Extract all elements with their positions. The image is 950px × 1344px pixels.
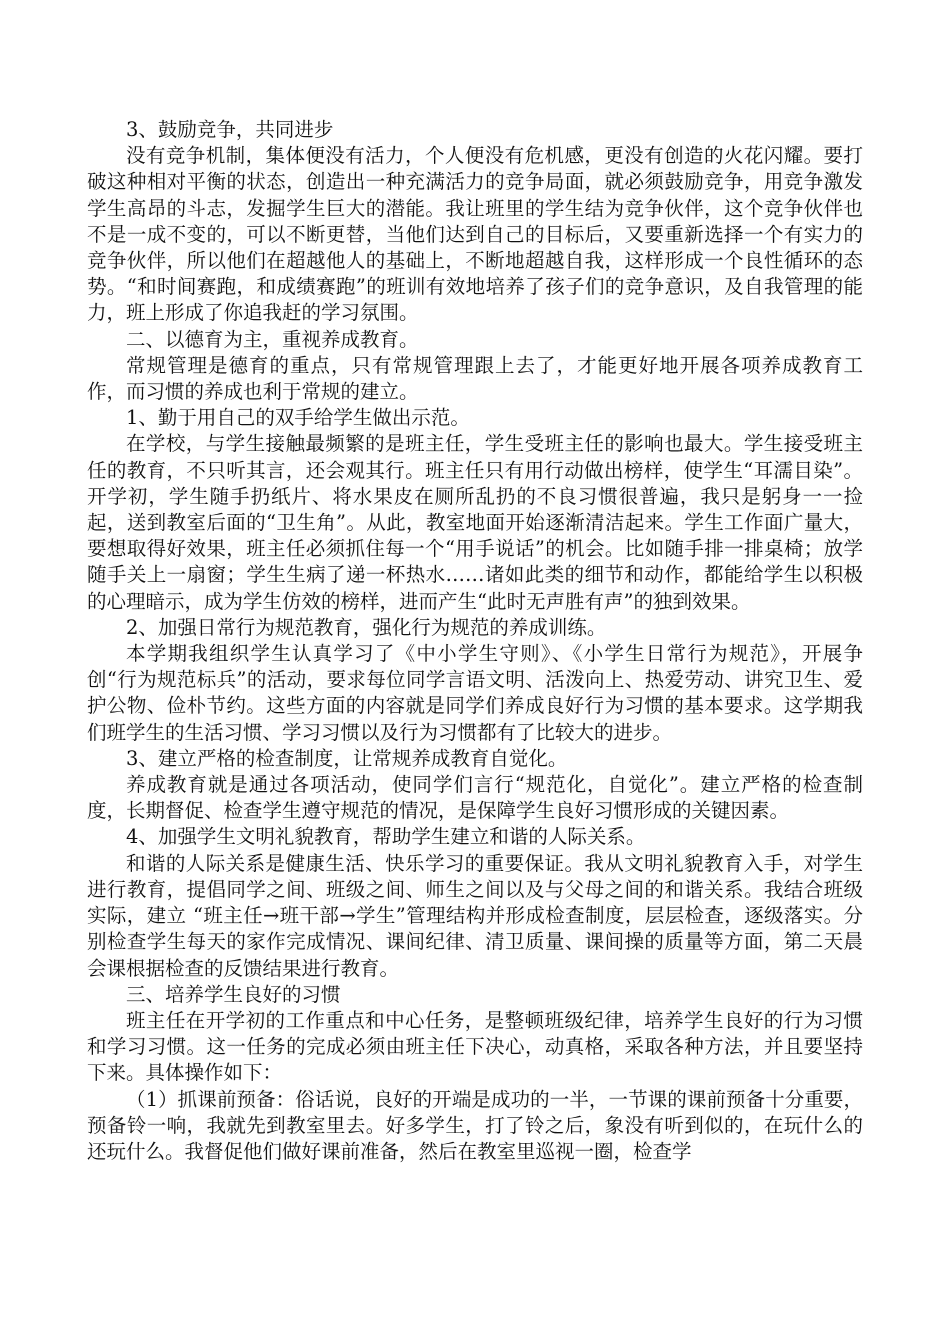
heading-behavior-norms: 2、加强日常行为规范教育，强化行为规范的养成训练。 xyxy=(126,615,607,639)
paragraph-routine-management: 常规管理是德育的重点，只有常规管理跟上去了，才能更好地开展各项养成教育工作，而习惯的养成也利于常规的建立。 xyxy=(87,353,863,404)
document-page xyxy=(87,117,863,1165)
heading-moral-education: 二、以德育为主，重视养成教育。 xyxy=(126,327,419,351)
paragraph-pre-class-preparation: （1）抓课前预备：俗话说，良好的开端是成功的一半，一节课的课前预备十分重要，预备铃一响，我就先到教室里去。好多学生，打了铃之后，象没有听到似的，在玩什么的还玩什么。我督促他们做好课前准备，然后在教室里巡视一圈，检查学 xyxy=(87,1087,863,1163)
paragraph-teacher-example: 在学校，与学生接触最频繁的是班主任，学生受班主任的影响也最大。学生接受班主任的教育，不只听其言，还会观其行。班主任只有用行动做出榜样，使学生“耳濡目染”。开学初，学生随手扔纸片、将水果皮在厕所乱扔的不良习惯很普遍，我只是躬身一一捡起，送到教室后面的“卫生角”。从此，教室地面开始逐渐清洁起来。学生工作面广量大，要想取得好效果，班主任必须抓住每一个“用手说话”的机会。比如随手排一排桌椅；放学随手关上一扇窗；学生生病了递一杯热水……诸如此类的细节和动作，都能给学生以积极的心理暗示，成为学生仿效的榜样，进而产生“此时无声胜有声”的独到效果。 xyxy=(87,432,863,613)
heading-set-example: 1、勤于用自己的双手给学生做出示范。 xyxy=(126,406,470,430)
paragraph-behavior-norms: 本学期我组织学生认真学习了《中小学生守则》、《小学生日常行为规范》，开展争创“行为规范标兵”的活动，要求每位同学言语文明、活泼向上、热爱劳动、讲究卫生、爱护公物、俭朴节约。这些方面的内容就是同学们养成良好行为习惯的基本要求。这学期我们班学生的生活习惯、学习习惯以及行为习惯都有了比较大的进步。 xyxy=(87,642,863,744)
paragraph-class-discipline: 班主任在开学初的工作重点和中心任务，是整顿班级纪律，培养学生良好的行为习惯和学习习惯。这一任务的完成必须由班主任下决心，动真格，采取各种方法，并且要坚持下来。具体操作如下： xyxy=(87,1008,863,1085)
heading-encourage-competition: 3、鼓励竞争，共同进步 xyxy=(126,118,334,141)
paragraph-competition-mechanism: 没有竞争机制，集体便没有活力，个人便没有危机感，更没有创造的火花闪耀。要打破这种相对平衡的状态，创造出一种充满活力的竞争局面，就必须鼓励竞争，用竞争激发学生高昂的斗志，发掘学生巨大的潜能。我让班里的学生结为竞争伙伴，这个竞争伙伴也不是一成不变的，可以不断更替，当他们达到自己的目标后，又要重新选择一个有实力的竞争伙伴，所以他们在超越他人的基础上，不断地超越自我，这样形成一个良性循环的态势。“和时间赛跑，和成绩赛跑”的班训有效地培养了孩子们的竞争意识，及自我管理的能力，班上形成了你追我赶的学习氛围。 xyxy=(87,144,863,325)
paragraph-inspection-system: 养成教育就是通过各项活动，使同学们言行“规范化，自觉化”。建立严格的检查制度，长期督促、检查学生遵守规范的情况，是保障学生良好习惯形成的关键因素。 xyxy=(87,773,863,823)
heading-good-habits: 三、培养学生良好的习惯 xyxy=(126,982,341,1006)
paragraph-harmonious-relations: 和谐的人际关系是健康生活、快乐学习的重要保证。我从文明礼貌教育入手，对学生进行教育，提倡同学之间、班级之间、师生之间以及与父母之间的和谐关系。我结合班级实际，建立 “班主任→班干部→学生”管理结构并形成检查制度，层层检查，逐级落实。分别检查学生每天的家作完成情况、课间纪律、清卫质量、课间操的质量等方面，第二天晨会课根据检查的反馈结果进行教育。 xyxy=(87,851,863,980)
heading-courtesy-education: 4、加强学生文明礼貌教育，帮助学生建立和谐的人际关系。 xyxy=(126,825,646,849)
heading-inspection-system: 3、建立严格的检查制度，让常规养成教育自觉化。 xyxy=(126,746,568,770)
